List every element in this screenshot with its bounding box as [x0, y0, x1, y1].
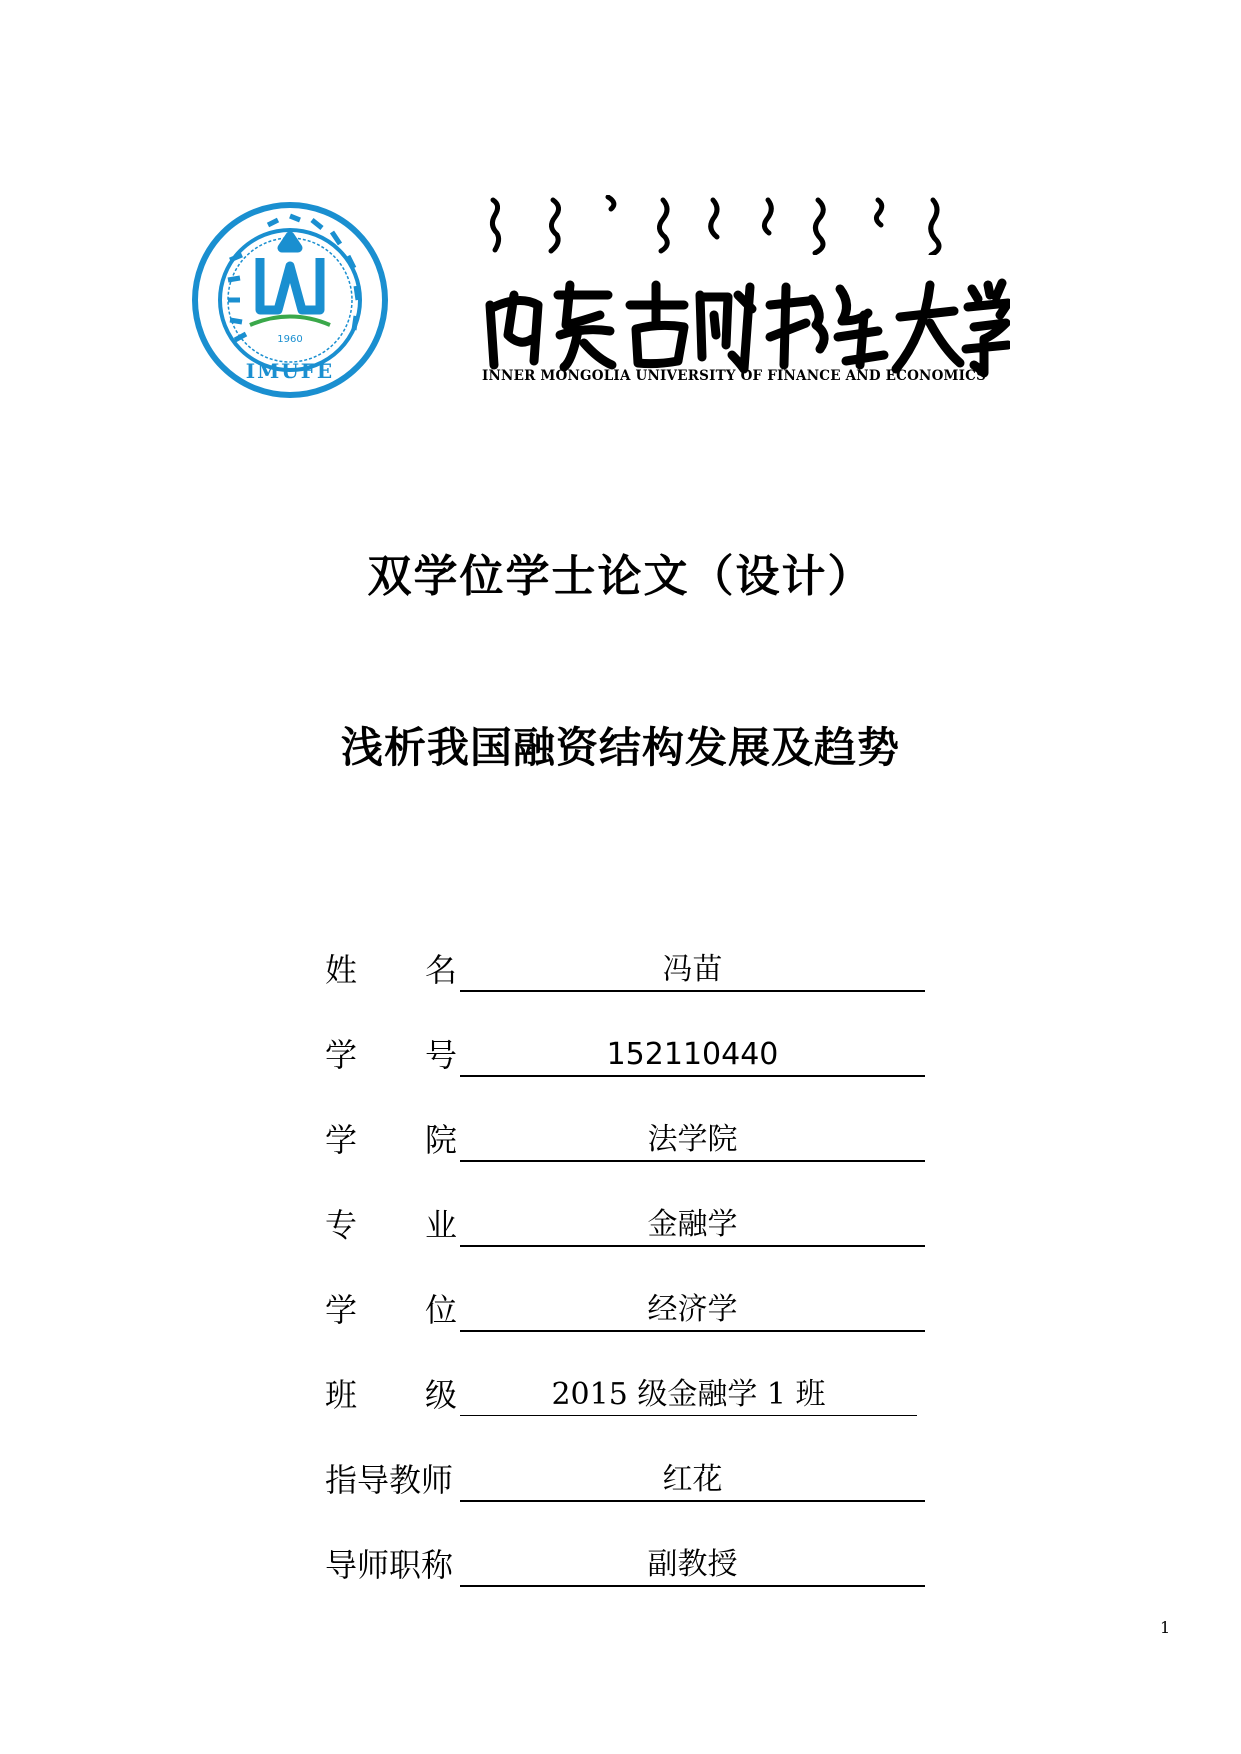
info-label-char: 学: [325, 1291, 358, 1329]
info-value-line: [460, 1205, 925, 1247]
info-value: 经济学: [647, 1292, 738, 1327]
university-header: [190, 170, 1000, 400]
info-label-char: 名: [425, 951, 458, 989]
info-row-name: [325, 950, 945, 1035]
info-label-char: 学: [325, 1121, 358, 1159]
seal-year: 1960: [277, 334, 303, 345]
info-row-class: [325, 1375, 945, 1460]
info-value: 法学院: [647, 1122, 738, 1157]
info-value-line: [460, 1460, 925, 1502]
info-value: 副教授: [647, 1547, 738, 1582]
info-label-text: 指导教师: [325, 1461, 454, 1499]
info-row-degree: [325, 1290, 945, 1375]
info-value: 冯苗: [662, 952, 723, 987]
info-label-char: 学: [325, 1036, 358, 1074]
info-label-text: 导师职称: [325, 1546, 454, 1584]
info-value: 红花: [662, 1462, 723, 1497]
info-value: 152110440: [606, 1037, 779, 1072]
page-number: 1: [1160, 1618, 1171, 1637]
info-value-line: [460, 1035, 925, 1077]
info-label-char: 姓: [325, 951, 358, 989]
info-label-char: 号: [425, 1036, 458, 1074]
info-label-char: 业: [425, 1206, 458, 1244]
info-row-advisor-title: [325, 1545, 945, 1630]
info-label-char: 院: [425, 1121, 458, 1159]
info-row-college: [325, 1120, 945, 1205]
info-label-char: 级: [425, 1376, 458, 1414]
document-type-heading: 双学位学士论文（设计）: [367, 551, 874, 602]
thesis-title: 浅析我国融资结构发展及趋势: [340, 723, 900, 772]
info-value-line: [460, 950, 925, 992]
info-row-student-id: [325, 1035, 945, 1120]
student-info-form: [325, 950, 945, 1630]
info-value-line: [460, 1375, 917, 1416]
info-row-major: [325, 1205, 945, 1290]
info-row-advisor: [325, 1460, 945, 1545]
university-seal-icon: [190, 200, 390, 400]
info-value-line: [460, 1545, 925, 1587]
info-value-line: [460, 1290, 925, 1332]
university-calligraphy-name: [480, 265, 1010, 385]
info-value: 金融学: [647, 1207, 738, 1242]
info-label-char: 班: [325, 1376, 358, 1414]
seal-text: IMUFE: [245, 359, 335, 383]
info-label-char: 位: [425, 1291, 458, 1329]
info-value: 2015 级金融学 1 班: [551, 1377, 826, 1412]
mongolian-script-icon: [483, 195, 1003, 255]
info-value-line: [460, 1120, 925, 1162]
info-label-char: 专: [325, 1206, 358, 1244]
university-english-name: INNER MONGOLIA UNIVERSITY OF FINANCE AND ECONOMICS: [482, 368, 987, 384]
